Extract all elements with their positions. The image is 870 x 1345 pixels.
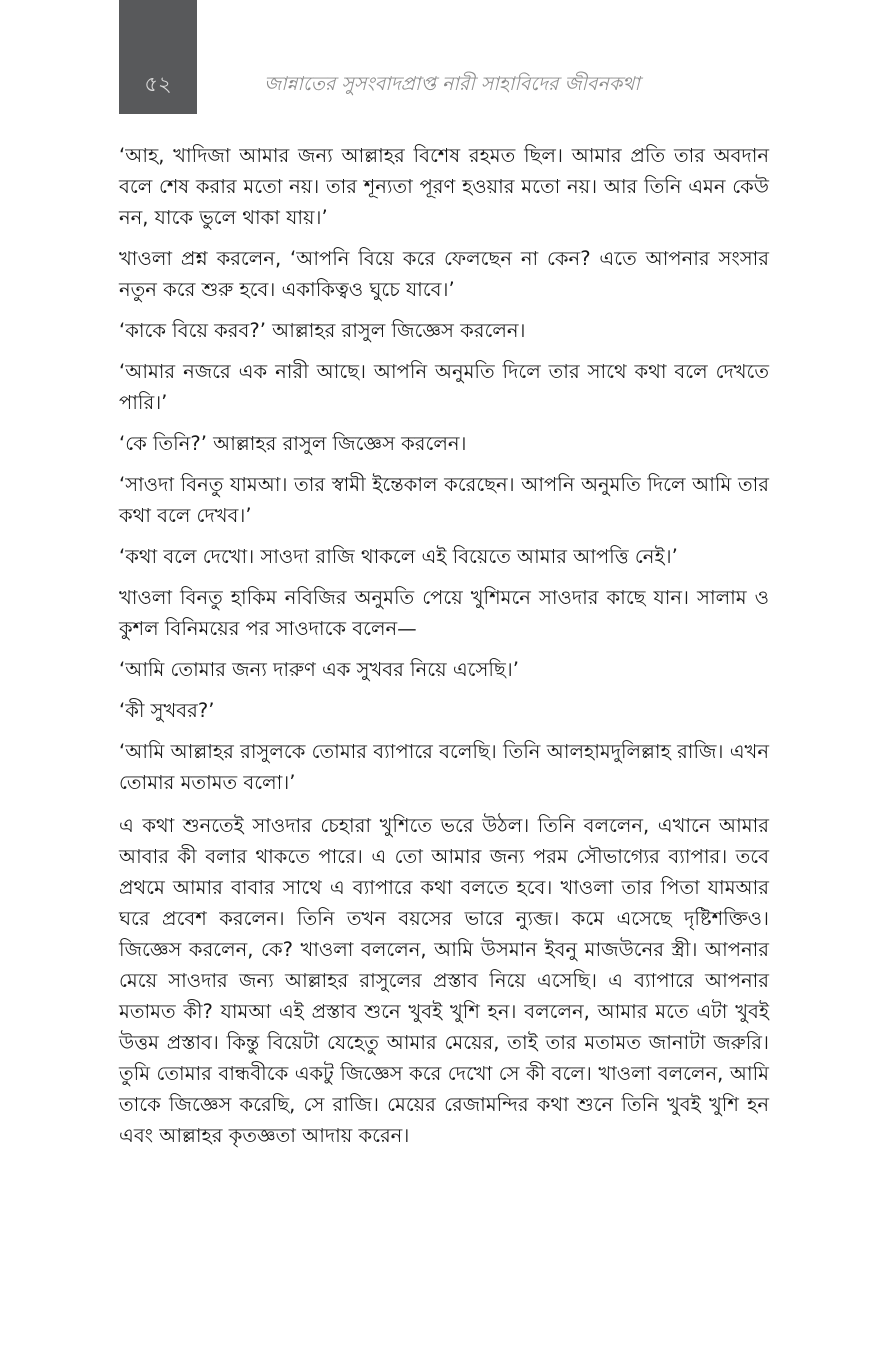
paragraph: ‘আমি তোমার জন্য দারুণ এক সুখবর নিয়ে এসেছি।’ bbox=[119, 658, 519, 681]
paragraph: খাওলা প্রশ্ন করলেন, ‘আপনি বিয়ে করে ফেলছেন না কেন? এতে আপনার সংসার নতুন করে শুরু হবে। একাকিত্বও ঘুচে যাবে।’ bbox=[119, 247, 769, 301]
paragraph: ‘আমি আল্লাহর রাসুলকে তোমার ব্যাপারে বলেছি। তিনি আলহামদুলিল্লাহ রাজি। এখন তোমার মতামত বলো।’ bbox=[119, 740, 769, 794]
paragraph: ‘সাওদা বিনতু যামআ। তার স্বামী ইন্তেকাল করেছেন। আপনি অনুমতি দিলে আমি তার কথা বলে দেখব।’ bbox=[119, 473, 769, 527]
page-number-tab bbox=[119, 0, 197, 114]
body-text bbox=[119, 140, 769, 1161]
paragraph: এ কথা শুনতেই সাওদার চেহারা খুশিতে ভরে উঠল। তিনি বললেন, এখানে আমার আবার কী বলার থাকতে পারে। এ তো আমার জন্য পরম সৌভাগ্যের ব্যাপার। তবে প্রথমে আমার বাবার সাথে এ ব্যাপারে কথা বলতে হবে। খাওলা তার পিতা যামআর ঘরে প্রবেশ করলেন। তিনি তখন বয়সের ভারে ন্যুব্জ। কমে এসেছে দৃষ্টিশক্তিও। জিজ্ঞেস করলেন, কে? খাওলা বললেন, আমি উসমান ইবনু মাজউনের স্ত্রী। আপনার মেয়ে সাওদার জন্য আল্লাহর রাসুলের প্রস্তাব নিয়ে এসেছি। এ ব্যাপারে আপনার মতামত কী? যামআ এই প্রস্তাব শুনে খুবই খুশি হন। বললেন, আমার মতে এটা খুবই উত্তম প্রস্তাব। কিন্তু বিয়েটা যেহেতু আমার মেয়ের, তাই তার মতামত জানাটা জরুরি। তুমি তোমার বান্ধবীকে একটু জিজ্ঞেস করে দেখো সে কী বলে। খাওলা বললেন, আমি তাকে জিজ্ঞেস করেছি, সে রাজি। মেয়ের রেজামন্দির কথা শুনে তিনি খুবই খুশি হন এবং আল্লাহর কৃতজ্ঞতা আদায় করেন। bbox=[119, 814, 769, 1147]
paragraph: ‘কাকে বিয়ে করব?’ আল্লাহর রাসুল জিজ্ঞেস করলেন। bbox=[119, 319, 526, 342]
paragraph: ‘কথা বলে দেখো। সাওদা রাজি থাকলে এই বিয়েতে আমার আপত্তি নেই।’ bbox=[119, 545, 678, 568]
page-number: ৫২ bbox=[144, 72, 172, 96]
paragraph: ‘কে তিনি?’ আল্লাহর রাসুল জিজ্ঞেস করলেন। bbox=[119, 432, 467, 455]
paragraph: খাওলা বিনতু হাকিম নবিজির অনুমতি পেয়ে খুশিমনে সাওদার কাছে যান। সালাম ও কুশল বিনিময়ের পর সাওদাকে বলেন— bbox=[119, 586, 769, 640]
running-header-title: জান্নাতের সুসংবাদপ্রাপ্ত নারী সাহাবিদের জীবনকথা bbox=[264, 73, 640, 95]
paragraph: ‘আহ, খাদিজা আমার জন্য আল্লাহর বিশেষ রহমত ছিল। আমার প্রতি তার অবদান বলে শেষ করার মতো নয়। তার শূন্যতা পূরণ হওয়ার মতো নয়। আর তিনি এমন কেউ নন, যাকে ভুলে থাকা যায়।’ bbox=[119, 144, 769, 229]
paragraph: ‘কী সুখবর?’ bbox=[119, 699, 215, 722]
paragraph: ‘আমার নজরে এক নারী আছে। আপনি অনুমতি দিলে তার সাথে কথা বলে দেখতে পারি।’ bbox=[119, 360, 769, 414]
